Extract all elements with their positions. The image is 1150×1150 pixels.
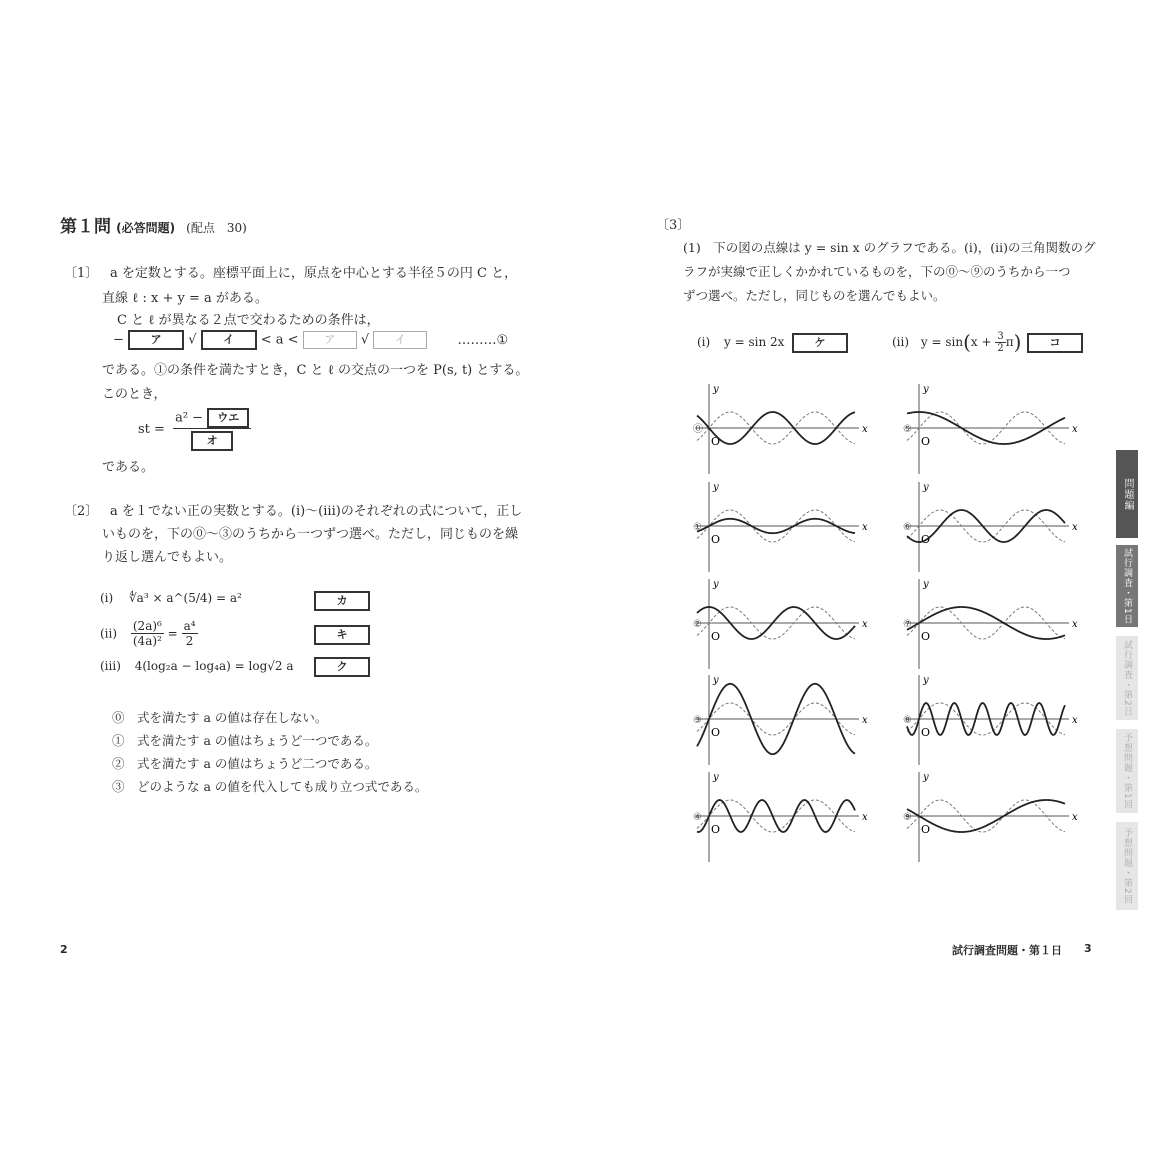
- sidebar-tab-mondai[interactable]: 問題編: [1116, 450, 1138, 538]
- expr-pre: y = sin: [920, 335, 964, 349]
- choice-1: ① 式を満たす a の値はちょうど一つである。: [112, 733, 378, 748]
- graph-6: [903, 480, 1083, 572]
- item-num: (iii): [100, 659, 121, 673]
- q2-line1: a を１でない正の実数とする。(i)〜(iii)のそれぞれの式について，正し: [110, 504, 523, 519]
- problem-heading: [60, 212, 247, 237]
- condition-mark: ………①: [457, 332, 509, 348]
- origin-label: O: [711, 823, 721, 836]
- right-paren: ): [1013, 330, 1022, 354]
- origin-label: O: [711, 630, 721, 643]
- less-than-a: < a <: [260, 332, 299, 348]
- q1-line6: である。: [102, 460, 155, 475]
- st-lhs: st =: [138, 422, 165, 437]
- graph-choice-label: ②: [693, 619, 702, 630]
- answer-box-a-repeat: ア: [303, 331, 357, 349]
- y-axis-label: y: [713, 579, 719, 590]
- x-axis-label: x: [1072, 522, 1078, 533]
- minus-sign: −: [113, 332, 124, 348]
- y-axis-label: y: [713, 482, 719, 493]
- fraction-den: 2: [997, 342, 1004, 354]
- x-axis-label: x: [862, 812, 868, 823]
- choice-2: ② 式を満たす a の値はちょうど二つである。: [112, 756, 378, 771]
- q2-line3: り返し選んでもよい。: [102, 550, 233, 565]
- answer-box-ka[interactable]: カ: [314, 591, 370, 611]
- origin-label: O: [921, 533, 931, 546]
- x-axis-label: x: [1072, 619, 1078, 630]
- st-fraction: [173, 408, 251, 451]
- pi-symbol: π: [1005, 335, 1014, 349]
- x-axis-label: x: [862, 715, 868, 726]
- sidebar-tab-trial-day2[interactable]: 試行調査・第2日: [1116, 636, 1138, 720]
- q3-label: 〔3〕: [656, 218, 691, 233]
- rhs-numerator: a⁴: [183, 619, 196, 633]
- problem-points: (配点 30): [186, 221, 247, 235]
- q2-label: 〔2〕: [64, 504, 99, 519]
- x-axis-label: x: [862, 619, 868, 630]
- origin-label: O: [711, 726, 721, 739]
- q3-item-i: [697, 335, 784, 349]
- answer-box-i-repeat: イ: [373, 331, 427, 349]
- origin-label: O: [921, 435, 931, 448]
- choice-0: ⓪ 式を満たす a の値は存在しない。: [112, 710, 328, 725]
- y-axis-label: y: [923, 579, 929, 590]
- st-denominator: [173, 429, 251, 451]
- graph-choice-label: ③: [693, 715, 702, 726]
- lhs-numerator: (2a)⁶: [132, 619, 162, 633]
- q1-line4: である。①の条件を満たすとき，C と ℓ の交点の一つを P(s, t) とする。: [102, 363, 529, 378]
- answer-box-o[interactable]: オ: [191, 431, 233, 451]
- answer-box-i[interactable]: イ: [201, 330, 257, 350]
- q2-line2: いものを，下の⓪〜③のうちから一つずつ選べ。ただし，同じものを繰: [102, 527, 519, 542]
- problem-title: 第１問: [60, 217, 111, 237]
- q3-line2: ラフが実線で正しくかかれているものを，下の⓪〜⑨のうちから一つ: [683, 264, 1071, 279]
- answer-box-ki[interactable]: キ: [314, 625, 370, 645]
- graph-9: [903, 770, 1083, 862]
- answer-box-ke[interactable]: ケ: [792, 333, 848, 353]
- st-num-pre: a² −: [175, 410, 204, 426]
- graph-4: [693, 770, 873, 862]
- page-number-right: 3: [1084, 942, 1092, 955]
- choice-3: ③ どのような a の値を代入しても成り立つ式である。: [112, 779, 428, 794]
- item-expr: ∜a³ × a^(5/4) = a²: [129, 591, 242, 605]
- graph-choice-label: ⓪: [693, 424, 703, 435]
- left-paren: (: [963, 330, 971, 354]
- y-axis-label: y: [923, 384, 929, 395]
- q1-label: 〔1〕: [64, 266, 99, 281]
- x-axis-label: x: [862, 522, 868, 533]
- equals-sign: =: [167, 626, 178, 641]
- item-num: (ii): [892, 335, 910, 349]
- graph-8: [903, 673, 1083, 765]
- q3-line3: ずつ選べ。ただし，同じものを選んでもよい。: [683, 288, 946, 303]
- q3-item-ii: [892, 330, 1021, 354]
- lhs-denominator: (4a)²: [132, 634, 162, 648]
- x-axis-label: x: [1072, 812, 1078, 823]
- three-halves: [995, 331, 1005, 354]
- problem-tag: (必答問題): [116, 221, 176, 235]
- y-axis-label: y: [923, 482, 929, 493]
- q2-choices: [112, 706, 427, 798]
- y-axis-label: y: [923, 675, 929, 686]
- q2-item-ii: [100, 619, 198, 648]
- x-axis-label: x: [862, 424, 868, 435]
- answer-box-ko[interactable]: コ: [1027, 333, 1083, 353]
- sqrt-sign: √: [188, 332, 197, 348]
- origin-label: O: [711, 435, 721, 448]
- q2-item-iii: [100, 659, 294, 673]
- sidebar-tab-trial-day1[interactable]: 試行調査・第1日: [1116, 545, 1138, 627]
- graph-choice-label: ⑤: [903, 424, 912, 435]
- y-axis-label: y: [713, 772, 719, 783]
- q1-line1: a を定数とする。座標平面上に，原点を中心とする半径５の円 C と，: [110, 266, 518, 281]
- answer-box-ku[interactable]: ク: [314, 657, 370, 677]
- graph-2: [693, 577, 873, 669]
- page-number-left: 2: [60, 943, 68, 956]
- q2-item-i: [100, 591, 242, 605]
- q1-line3: C と ℓ が異なる２点で交わるための条件は，: [117, 313, 380, 328]
- graph-choice-label: ④: [693, 812, 702, 823]
- item-num: (i): [100, 591, 114, 605]
- graph-7: [903, 577, 1083, 669]
- q3-line1: (1) 下の図の点線は y = sin x のグラフである。(i)，(ii)の三角関数のグ: [683, 240, 1096, 255]
- origin-label: O: [921, 823, 931, 836]
- sidebar-tab-yoso-2[interactable]: 予想問題・第2回: [1116, 822, 1138, 910]
- footer-title: 試行調査問題・第１日: [952, 944, 1062, 957]
- graph-3: [693, 673, 873, 765]
- graph-choice-label: ⑧: [903, 715, 912, 726]
- item-expr: 4(log₂a − log₄a) = log√2 a: [134, 659, 294, 673]
- fraction-num: 3: [997, 330, 1004, 342]
- sidebar-tab-yoso-1[interactable]: 予想問題・第1回: [1116, 729, 1138, 813]
- q1-inequality: [113, 330, 508, 350]
- graph-5: [903, 382, 1083, 474]
- rhs-fraction: [182, 619, 198, 648]
- graph-0: [693, 382, 873, 474]
- q1-line5: このとき，: [102, 387, 167, 402]
- answer-box-a[interactable]: ア: [128, 330, 184, 350]
- y-axis-label: y: [713, 675, 719, 686]
- origin-label: O: [711, 533, 721, 546]
- sqrt-sign-2: √: [360, 332, 370, 348]
- item-num: (ii): [100, 626, 118, 641]
- st-expression: [138, 408, 251, 451]
- graph-choice-label: ⑦: [903, 619, 912, 630]
- graph-choice-label: ⑨: [903, 812, 912, 823]
- origin-label: O: [921, 630, 931, 643]
- st-numerator: [173, 408, 251, 429]
- item-num: (i): [697, 335, 711, 349]
- graph-choice-label: ⑥: [903, 522, 912, 533]
- graph-choice-label: ①: [693, 522, 702, 533]
- q1-line2: 直線 ℓ : x + y = a がある。: [102, 291, 268, 306]
- expr-x: x +: [970, 335, 992, 349]
- x-axis-label: x: [1072, 424, 1078, 435]
- x-axis-label: x: [1072, 715, 1078, 726]
- y-axis-label: y: [923, 772, 929, 783]
- item-expr: y = sin 2x: [724, 335, 785, 349]
- origin-label: O: [921, 726, 931, 739]
- y-axis-label: y: [713, 384, 719, 395]
- answer-box-ue[interactable]: ウエ: [207, 408, 249, 428]
- graph-1: [693, 480, 873, 572]
- rhs-denominator: 2: [185, 634, 194, 648]
- lhs-fraction: [131, 619, 164, 648]
